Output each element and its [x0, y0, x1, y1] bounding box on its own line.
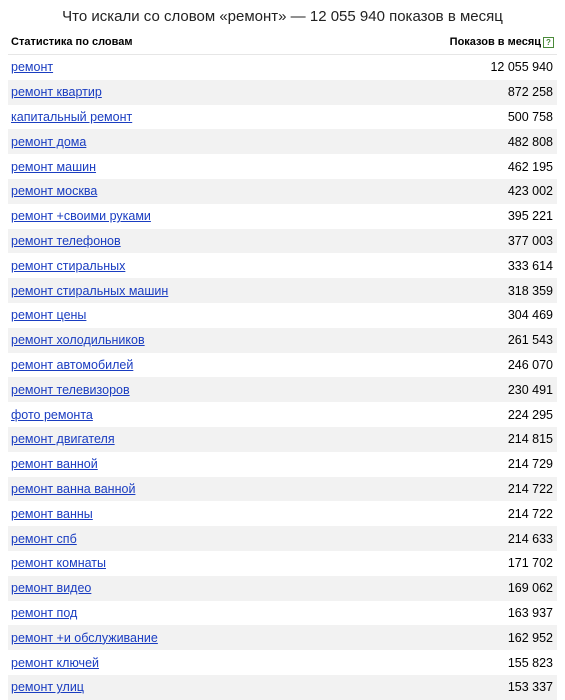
impressions-count: 162 952: [507, 630, 553, 645]
table-row: [8, 353, 557, 378]
table-row: [8, 427, 557, 452]
table-row: [8, 229, 557, 254]
impressions-count: 153 337: [507, 680, 553, 695]
keyword-link[interactable]: ремонт автомобилей: [11, 357, 134, 372]
keyword-link[interactable]: ремонт ванна ванной: [11, 481, 136, 496]
keyword-link[interactable]: ремонт дома: [11, 134, 87, 149]
keyword-link[interactable]: ремонт комнаты: [11, 556, 106, 571]
table-row: [8, 328, 557, 353]
keyword-link[interactable]: ремонт машин: [11, 159, 97, 174]
impressions-count: 333 614: [507, 258, 553, 273]
keyword-link[interactable]: ремонт видео: [11, 581, 92, 596]
keyword-link[interactable]: ремонт спб: [11, 531, 77, 546]
column-header-count: Показов в месяц: [449, 36, 541, 48]
impressions-count: 246 070: [507, 357, 553, 372]
impressions-count: 224 295: [507, 407, 553, 422]
keyword-link[interactable]: ремонт под: [11, 605, 78, 620]
table-row: [8, 501, 557, 526]
table-row: [8, 105, 557, 130]
table-row: [8, 576, 557, 601]
impressions-count: 230 491: [507, 382, 553, 397]
table-row: [8, 253, 557, 278]
table-row: [8, 303, 557, 328]
table-row: [8, 601, 557, 626]
keyword-link[interactable]: ремонт ключей: [11, 655, 100, 670]
table-row: [8, 625, 557, 650]
table-row: [8, 526, 557, 551]
impressions-count: 12 055 940: [490, 60, 553, 75]
impressions-count: 214 722: [507, 506, 553, 521]
impressions-count: 155 823: [507, 655, 553, 670]
impressions-count: 500 758: [507, 109, 553, 124]
keyword-link[interactable]: ремонт москва: [11, 184, 98, 199]
table-header: [8, 34, 557, 50]
keyword-link[interactable]: фото ремонта: [11, 407, 93, 422]
table-row: [8, 402, 557, 427]
help-icon[interactable]: ?: [543, 37, 554, 48]
keyword-link[interactable]: ремонт холодильников: [11, 333, 145, 348]
stats-table: [8, 54, 557, 700]
keyword-link[interactable]: ремонт ванны: [11, 506, 93, 521]
column-header-words: Статистика по словам: [11, 36, 133, 48]
table-row: [8, 477, 557, 502]
keyword-link[interactable]: ремонт квартир: [11, 85, 102, 100]
keyword-link[interactable]: ремонт стиральных машин: [11, 283, 169, 298]
table-row: [8, 650, 557, 675]
impressions-count: 214 633: [507, 531, 553, 546]
keyword-link[interactable]: ремонт +и обслуживание: [11, 630, 158, 645]
table-row: [8, 204, 557, 229]
impressions-count: 214 722: [507, 481, 553, 496]
impressions-count: 214 815: [507, 432, 553, 447]
impressions-count: 423 002: [507, 184, 553, 199]
keyword-link[interactable]: ремонт стиральных: [11, 258, 126, 273]
column-header-count-group: [450, 36, 554, 48]
impressions-count: 171 702: [507, 556, 553, 571]
impressions-count: 395 221: [507, 209, 553, 224]
keyword-link[interactable]: капитальный ремонт: [11, 109, 133, 124]
impressions-count: 462 195: [507, 159, 553, 174]
impressions-count: 214 729: [507, 457, 553, 472]
table-row: [8, 179, 557, 204]
impressions-count: 482 808: [507, 134, 553, 149]
table-row: [8, 129, 557, 154]
table-row: [8, 55, 557, 80]
impressions-count: 169 062: [507, 581, 553, 596]
keyword-link[interactable]: ремонт +своими руками: [11, 209, 151, 224]
table-row: [8, 278, 557, 303]
keyword-link[interactable]: ремонт двигателя: [11, 432, 115, 447]
table-row: [8, 80, 557, 105]
table-row: [8, 377, 557, 402]
keyword-link[interactable]: ремонт ванной: [11, 457, 98, 472]
impressions-count: 163 937: [507, 605, 553, 620]
table-row: [8, 154, 557, 179]
keyword-link[interactable]: ремонт: [11, 60, 54, 75]
table-row: [8, 675, 557, 700]
impressions-count: 318 359: [507, 283, 553, 298]
table-row: [8, 452, 557, 477]
keyword-link[interactable]: ремонт телевизоров: [11, 382, 130, 397]
impressions-count: 304 469: [507, 308, 553, 323]
impressions-count: 872 258: [507, 85, 553, 100]
keyword-link[interactable]: ремонт улиц: [11, 680, 84, 695]
impressions-count: 261 543: [507, 333, 553, 348]
impressions-count: 377 003: [507, 233, 553, 248]
keyword-link[interactable]: ремонт телефонов: [11, 233, 121, 248]
page-title: Что искали со словом «ремонт» — 12 055 940 показов в месяц: [62, 8, 503, 25]
keyword-link[interactable]: ремонт цены: [11, 308, 87, 323]
table-row: [8, 551, 557, 576]
